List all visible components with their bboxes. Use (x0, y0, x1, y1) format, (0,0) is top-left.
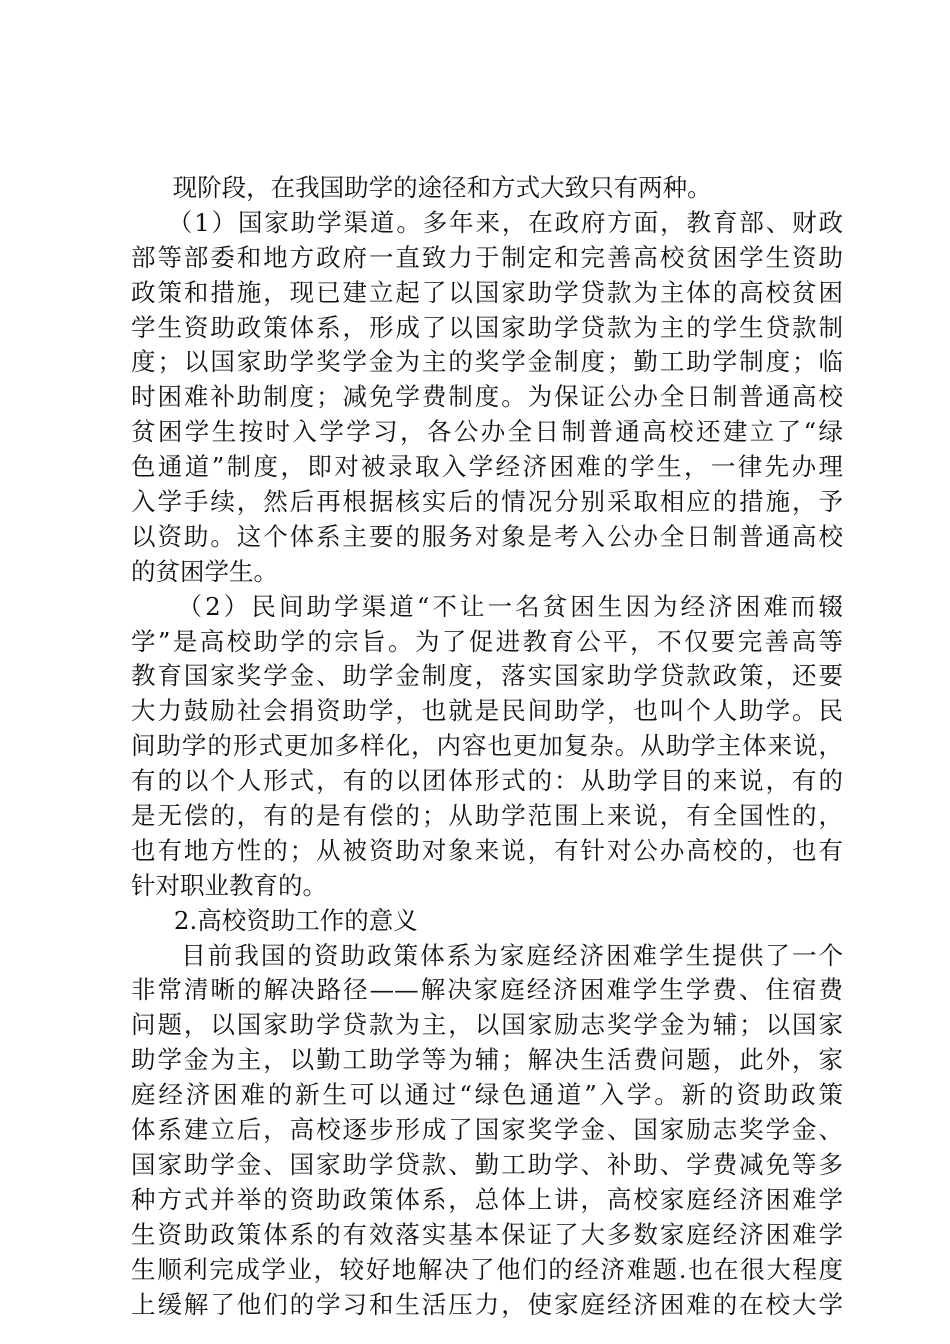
text-line: 助学金为主，以勤工助学等为辅；解决生活费问题，此外，家 (131, 1045, 843, 1075)
text-line: 庭经济困难的新生可以通过“绿色通道”入学。新的资助政策 (131, 1080, 843, 1110)
text-line: 间助学的形式更加多样化，内容也更加复杂。从助学主体来说， (131, 731, 843, 761)
text-line: 教育国家奖学金、助学金制度，落实国家助学贷款政策，还要 (131, 661, 843, 691)
text-line: 贫困学生按时入学学习，各公办全日制普通高校还建立了“绿 (131, 417, 843, 447)
text-line: 也有地方性的；从被资助对象来说，有针对公办高校的，也有 (131, 835, 843, 865)
text-line: 学”是高校助学的宗旨。为了促进教育公平，不仅要完善高等 (131, 626, 843, 656)
text-line: 色通道”制度，即对被录取入学经济困难的学生，一律先办理 (131, 452, 843, 482)
text-line: （2）民间助学渠道“不让一名贫困生因为经济困难而辍 (177, 591, 843, 621)
text-line: 上缓解了他们的学习和生活压力，使家庭经济困难的在校大学 (131, 1289, 843, 1319)
text-line: 是无偿的，有的是有偿的；从助学范围上来说，有全国性的， (131, 801, 843, 831)
text-line: 部等部委和地方政府一直致力于制定和完善高校贫困学生资助 (131, 242, 843, 272)
text-line: 体系建立后，高校逐步形成了国家奖学金、国家励志奖学金、 (131, 1115, 843, 1145)
text-line: 时困难补助制度；减免学费制度。为保证公办全日制普通高校 (131, 382, 843, 412)
text-line: 大力鼓励社会捐资助学，也就是民间助学，也叫个人助学。民 (131, 696, 843, 726)
text-line: 入学手续，然后再根据核实后的情况分别采取相应的措施，予 (131, 487, 843, 517)
text-line: 有的以个人形式，有的以团体形式的：从助学目的来说，有的 (131, 766, 843, 796)
text-line: 针对职业教育的。 (131, 870, 327, 900)
text-line: 2.高校资助工作的意义 (173, 905, 418, 935)
text-line: 的贫困学生。 (131, 556, 278, 586)
text-line: 问题，以国家助学贷款为主，以国家励志奖学金为辅；以国家 (131, 1010, 843, 1040)
text-line: 现阶段，在我国助学的途径和方式大致只有两种。 (172, 173, 712, 202)
text-line: 度；以国家助学奖学金为主的奖学金制度；勤工助学制度；临 (131, 347, 843, 377)
text-line: 非常清晰的解决路径——解决家庭经济困难学生学费、住宿费 (131, 975, 843, 1005)
text-line: 以资助。这个体系主要的服务对象是考入公办全日制普通高校 (131, 521, 843, 551)
text-line: 种方式并举的资助政策体系，总体上讲，高校家庭经济困难学 (131, 1184, 843, 1214)
text-line: 国家助学金、国家助学贷款、勤工助学、补助、学费减免等多 (131, 1149, 843, 1179)
document-body (131, 171, 843, 1322)
text-line: 生顺利完成学业，较好地解决了他们的经济难题.也在很大程度 (131, 1254, 843, 1284)
text-line: 目前我国的资助政策体系为家庭经济困难学生提供了一个 (181, 940, 843, 970)
text-line: 生资助政策体系的有效落实基本保证了大多数家庭经济困难学 (131, 1219, 843, 1249)
text-line: 政策和措施，现已建立起了以国家助学贷款为主体的高校贫困 (131, 277, 843, 307)
text-line: （1）国家助学渠道。多年来，在政府方面，教育部、财政 (167, 207, 843, 237)
text-line: 学生资助政策体系，形成了以国家助学贷款为主的学生贷款制 (131, 312, 843, 342)
